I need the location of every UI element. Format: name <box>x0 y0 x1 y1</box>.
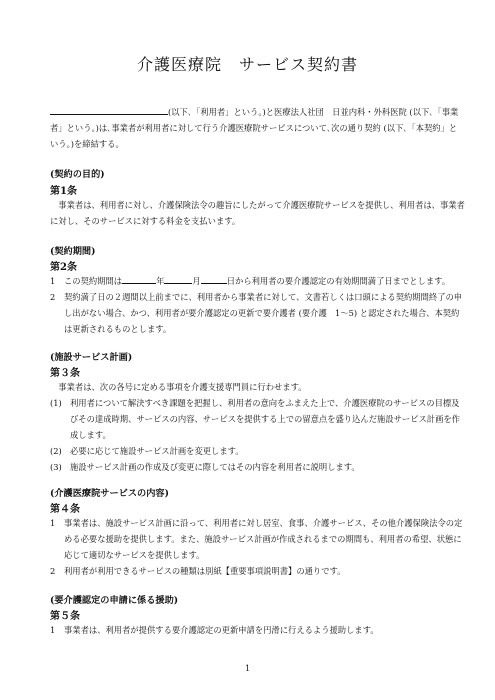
year-label: 年 <box>156 276 165 286</box>
article-2-items <box>50 273 465 337</box>
article-4-item <box>50 563 465 579</box>
article-3-lead: 事業者は、次の各号に定める事項を介護支援専門員に行わせます。 <box>58 382 307 392</box>
article-2-item <box>50 273 465 289</box>
article-3-heading: 第３条 <box>50 368 80 379</box>
document-title: 介護医療院 サービス契約書 <box>136 55 358 74</box>
month-label: 月 <box>192 276 201 286</box>
item-number: (1) <box>50 398 62 408</box>
item-text: 必要に応じて施設サービス計画を変更します。 <box>70 446 244 456</box>
item-text: 施設サービス計画の作成及び変更に際してはその内容を利用者に説明します。 <box>70 462 360 472</box>
section-heading-purpose: (契約の目的) <box>50 169 105 180</box>
article-4-heading: 第４条 <box>50 504 80 515</box>
article-3-body <box>50 379 465 475</box>
article-5-heading: 第５条 <box>50 611 80 622</box>
item-text: 契約満了日の２週間以上前までに、利用者から事業者に対して、文書若しくは口頭による契約期間終了の申し出がない場合、かつ、利用者が要介護認定の更新で要介護者 (要介護 1～5) と認定された場合、本契約は更新されるものとします。 <box>64 292 463 334</box>
article-4-body <box>50 515 465 579</box>
article-5-body <box>50 622 465 638</box>
section-heading-plan: (施設サービス計画) <box>50 352 133 363</box>
article-1-body: 事業者は、利用者に対し、介護保険法令の趣旨にしたがって介護医療院サービスを提供し、利用者は、事業者に対し、そのサービスに対する料金を支払います。 <box>50 200 465 226</box>
item-number: 1 <box>50 518 56 528</box>
item-text: この契約期間は <box>64 276 123 286</box>
item-number: 2 <box>50 292 56 302</box>
item-text: 事業者は、施設サービス計画に沿って、利用者に対し居室、食事、介護サービス、その他介護保険法令の定める必要な援助を提供します。また、施設サービス計画が作成されるまでの期間も、利用者の希望、状態に応じて適切なサービスを提供します。 <box>64 518 463 560</box>
article-3-item <box>50 459 465 475</box>
intro-text: (以下､「利用者」という｡)と医療法人社団 日並内科・外科医院 (以下､「事業者」という｡)は､事業者が利用者に対して行う介護医療院サービスについて､次の通り契約 (以下､「本契約」という｡)を締結する｡ <box>50 107 459 149</box>
name-blank-line <box>50 104 168 115</box>
item-text: 日から利用者の要介護認定の有効期間満了日までとします。 <box>226 276 451 286</box>
item-number: (2) <box>50 446 62 456</box>
article-3-item <box>50 443 465 459</box>
section-heading-certification: (要介護認定の申請に係る援助) <box>50 595 179 606</box>
article-4-item <box>50 515 465 563</box>
blank-line <box>122 273 156 284</box>
item-text: 利用者について解決すべき課題を把握し、利用者の意向をふまえた上で、介護医療院のサービスの目標及びその達成時期、サービスの内容、サービスを提供する上での留意点を盛り込んだ施設サービス計画を作成します。 <box>70 398 460 440</box>
item-number: 1 <box>50 625 56 635</box>
article-2-heading: 第2条 <box>50 262 77 273</box>
item-text: 利用者が利用できるサービスの種類は別紙【重要事項説明書】の通りです。 <box>64 566 346 576</box>
item-number: 2 <box>50 566 56 576</box>
blank-line <box>164 273 192 284</box>
section-heading-service: (介護医療院サービスの内容) <box>50 488 169 499</box>
article-5-item <box>50 622 465 638</box>
section-heading-period: (契約期間) <box>50 246 96 257</box>
item-text: 事業者は、利用者が提供する要介護認定の更新申請を円滑に行えるよう援助します。 <box>64 625 379 635</box>
item-number: 1 <box>50 276 56 286</box>
blank-line <box>201 273 227 284</box>
article-2-item <box>50 289 465 337</box>
page-number: 1 <box>244 664 251 673</box>
item-number: (3) <box>50 462 62 472</box>
intro-paragraph <box>50 104 465 152</box>
article-3-item <box>50 395 465 443</box>
article-1-heading: 第1条 <box>50 186 77 197</box>
